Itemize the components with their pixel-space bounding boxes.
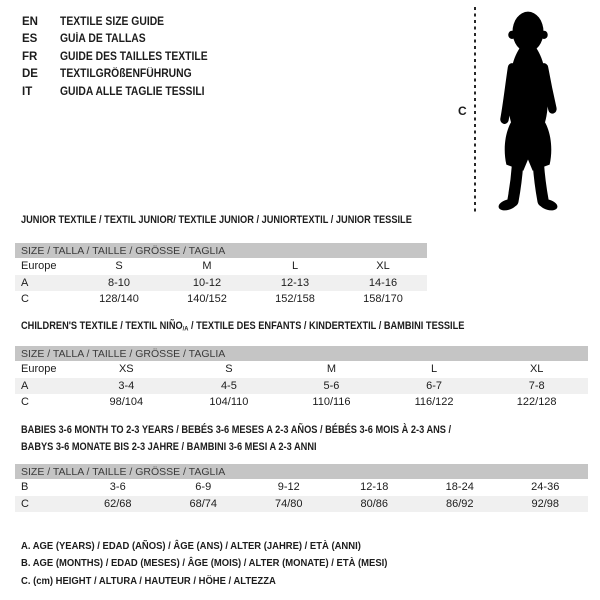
size-table-header xyxy=(15,346,588,361)
row-label: C xyxy=(21,293,29,306)
lang-row-it xyxy=(22,83,224,101)
value-cell: 5-6 xyxy=(323,379,340,392)
row-label: C xyxy=(21,396,29,409)
size-table-header xyxy=(15,243,427,258)
size-header-label: SIZE / TALLA / TAILLE / GRÖSSE / TAGLIA xyxy=(21,465,226,478)
lang-title: GUIDA ALLE TAGLIE TESSILI xyxy=(60,85,205,98)
lang-code: EN xyxy=(22,15,38,28)
value-cell: 24-36 xyxy=(531,481,560,494)
value-cell: 74/80 xyxy=(274,497,303,510)
value-cell: S xyxy=(115,260,123,273)
value-cell: L xyxy=(291,260,299,273)
lang-title: TEXTILE SIZE GUIDE xyxy=(60,15,165,28)
value-cell: 116/122 xyxy=(414,396,454,409)
value-cell: XL xyxy=(376,260,390,273)
value-cell: 104/110 xyxy=(209,396,249,409)
value-cell: 7-8 xyxy=(528,379,545,392)
value-cell: 68/74 xyxy=(189,497,218,510)
row-label: Europe xyxy=(21,260,57,273)
language-title-list xyxy=(22,13,224,101)
lang-code: FR xyxy=(22,50,38,63)
junior-section-heading: JUNIOR TEXTILE / TEXTIL JUNIOR/ TEXTILE JUNIOR / JUNIORTEXTIL / JUNIOR TESSILE xyxy=(21,214,412,226)
value-cell: 6-9 xyxy=(195,481,212,494)
value-cell: XL xyxy=(529,363,544,376)
footnote-b: B. AGE (MONTHS) / EDAD (MESES) / ÂGE (MOIS) / ALTER (MONATE) / ETÀ (MESI) xyxy=(21,557,388,570)
value-cell: 86/92 xyxy=(445,497,474,510)
table-row-c xyxy=(15,496,588,513)
lang-title: TEXTILGRÖßENFÜHRUNG xyxy=(60,68,192,81)
lang-row-en xyxy=(22,13,224,31)
table-row-b xyxy=(15,479,588,496)
lang-row-fr xyxy=(22,48,224,66)
value-cell: 6-7 xyxy=(426,379,443,392)
value-cell: 12-18 xyxy=(360,481,389,494)
value-cell: 14-16 xyxy=(368,276,398,289)
lang-title: GUIDE DES TAILLES TEXTILE xyxy=(60,50,208,63)
table-row-c xyxy=(15,394,588,411)
babies-size-table xyxy=(15,464,588,512)
value-cell: 18-24 xyxy=(445,481,474,494)
heading-subscript: /A xyxy=(182,325,189,333)
footnote-c: C. (cm) HEIGHT / ALTURA / HAUTEUR / HÖHE / ALTEZZA xyxy=(21,574,276,587)
lang-row-es xyxy=(22,31,224,49)
table-row-a xyxy=(15,275,427,292)
value-cell: 122/128 xyxy=(516,396,557,409)
value-cell: 4-5 xyxy=(220,379,237,392)
footnote-legend xyxy=(21,537,428,590)
value-cell: XS xyxy=(118,363,134,376)
table-row-europe xyxy=(15,258,427,275)
value-cell: 80/86 xyxy=(360,497,389,510)
toddler-silhouette-image xyxy=(481,6,575,212)
row-label: A xyxy=(21,379,29,392)
lang-title: GUÍA DE TALLAS xyxy=(60,33,146,46)
value-cell: 158/170 xyxy=(363,293,403,306)
value-cell: 8-10 xyxy=(107,276,131,289)
value-cell: 152/158 xyxy=(275,293,315,306)
junior-size-table xyxy=(15,243,427,308)
value-cell: 110/116 xyxy=(312,396,351,409)
table-row-a xyxy=(15,378,588,395)
row-label: Europe xyxy=(21,363,57,376)
table-row-c xyxy=(15,291,427,308)
row-label: C xyxy=(21,497,29,510)
value-cell: M xyxy=(326,363,337,376)
value-cell: 12-13 xyxy=(280,276,310,289)
table-row-europe xyxy=(15,361,588,378)
lang-row-de xyxy=(22,66,224,84)
footnote-a: A. AGE (YEARS) / EDAD (AÑOS) / ÂGE (ANS) / ALTER (JAHRE) / ETÀ (ANNI) xyxy=(21,539,361,552)
lang-code: IT xyxy=(22,85,33,98)
value-cell: S xyxy=(225,363,233,376)
row-label: A xyxy=(21,276,29,289)
lang-code: DE xyxy=(22,68,38,81)
value-cell: 92/98 xyxy=(531,497,560,510)
size-header-label: SIZE / TALLA / TAILLE / GRÖSSE / TAGLIA xyxy=(21,244,226,257)
value-cell: 140/152 xyxy=(187,293,227,306)
height-measure-label: C xyxy=(458,104,467,118)
children-size-table xyxy=(15,346,588,411)
value-cell: 128/140 xyxy=(99,293,139,306)
lang-code: ES xyxy=(22,33,38,46)
value-cell: 3-6 xyxy=(109,481,126,494)
children-section-heading: CHILDREN'S TEXTILE / TEXTIL $NIÑO_{/A}$ / TEXTILE DES ENFANTS / KINDERTEXTIL / BAMBINI TESSILE xyxy=(21,320,465,333)
height-measure-dashed-line xyxy=(474,7,476,212)
row-label: B xyxy=(21,481,29,494)
value-cell: 62/68 xyxy=(103,497,132,510)
size-header-label: SIZE / TALLA / TAILLE / GRÖSSE / TAGLIA xyxy=(21,347,226,360)
value-cell: 10-12 xyxy=(192,276,222,289)
babies-section-heading-line1: BABIES 3-6 MONTH TO 2-3 YEARS / BEBÉS 3-6 MESES A 2-3 AÑOS / BÉBÉS 3-6 MOIS À 2-3 ANS / xyxy=(21,424,452,436)
value-cell: 3-4 xyxy=(118,379,135,392)
value-cell: M xyxy=(202,260,212,273)
value-cell: L xyxy=(431,363,438,376)
value-cell: 9-12 xyxy=(277,481,300,494)
value-cell: 98/104 xyxy=(109,396,144,409)
babies-section-heading-line2: BABYS 3-6 MONATE BIS 2-3 JAHRE / BAMBINI 3-6 MESI A 2-3 ANNI xyxy=(21,441,317,453)
size-table-header xyxy=(15,464,588,479)
